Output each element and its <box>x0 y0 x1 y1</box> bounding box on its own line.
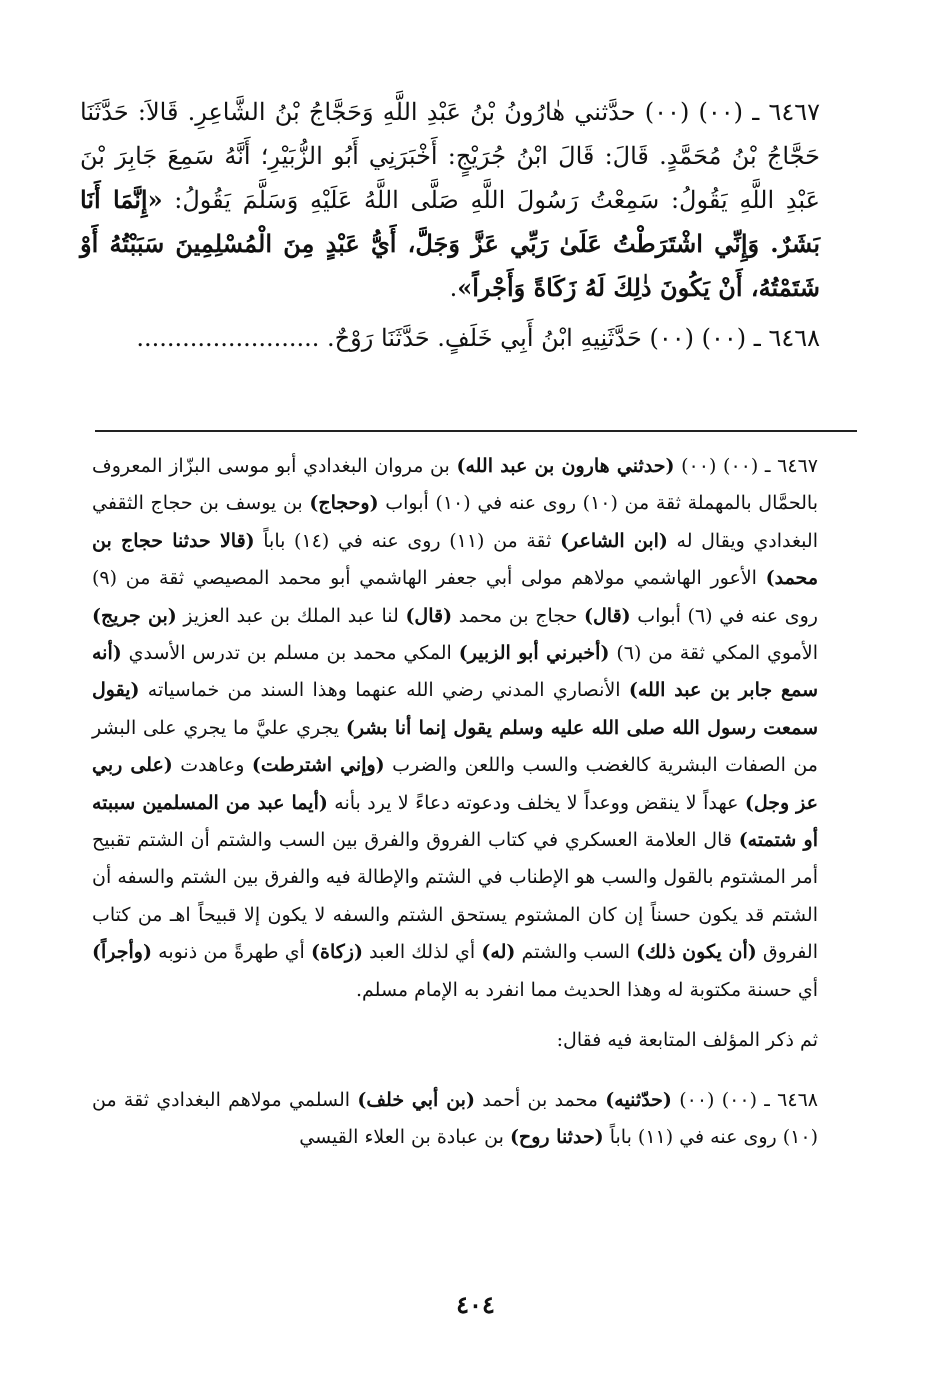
commentary-text: الأنصاري المدني رضي الله عنهما وهذا السند من خماسياته <box>139 679 629 702</box>
commentary-text: ٦٤٦٧ ـ (٠٠) (٠٠) <box>674 455 818 477</box>
commentary-text: بن مروان البغدادي أبو موسى البزّاز المعروف بالحمَّال بالمهملة ثقة من (١٠) روى عنه في (١٠) أبواب <box>92 455 819 515</box>
commentary-text: السلمي مولاهم البغدادي ثقة من (١٠) روى عنه في (١١) باباً <box>92 1088 818 1148</box>
commentary-text: لنا عبد الملك بن عبد العزيز <box>176 604 406 627</box>
commentary-quote: (حدّثنيه) <box>605 1088 672 1111</box>
commentary-text: محمد بن أحمد <box>474 1088 606 1111</box>
commentary-text: يجري عليَّ ما يجري على البشر من الصفات البشرية كالغضب والسب واللعن والضرب <box>92 716 818 777</box>
commentary-quote: (زكاة) <box>311 941 363 964</box>
prophetic-saying: «إِنَّمَا أَنَا بَشَرٌ. وَإِنِّي اشْتَرَطْتُ عَلَىٰ رَبِّي عَزَّ وَجَلَّ، أَيُّ عَبْدٍ مِنَ الْمُسْلِمِينَ سَبَبْتُهُ أَوْ شَتَمْتُهُ، أَنْ يَكُونَ ذٰلِكَ لَهُ زَكَاةً وَأَجْراً» <box>80 185 820 302</box>
isnad-text: حَدَّثَنِيهِ ابْنُ أَبِي خَلَفٍ. حَدَّثَنَا رَوْحٌ. <box>319 324 650 352</box>
commentary-text: السب والشتم <box>515 941 637 964</box>
hadith-6468 <box>80 316 820 360</box>
commentary-quote: (أن يكون ذلك) <box>636 941 757 964</box>
hadith-number: ٦٤٦٨ ـ (٠٠) (٠٠) <box>649 324 820 352</box>
commentary-quote: (وحجاج) <box>309 492 379 515</box>
page-number: ٤٠٤ <box>456 1290 495 1319</box>
commentary-text: بن يوسف بن حجاج الثقفي البغدادي ويقال له <box>92 492 818 552</box>
commentary-quote: (ابن الشاعر) <box>560 529 668 552</box>
commentary-6467 <box>92 448 818 1009</box>
continuation-dots: ........................ <box>136 324 320 352</box>
commentary-text: حجاج بن محمد <box>452 604 584 627</box>
isnad-text: حدَّثني هٰارُونُ بْنُ عَبْدِ اللَّهِ وَحَجَّاجُ بْنُ الشَّاعِرِ. قَالاَ: حَدَّثَنَا حَجَّاجُ بْنُ مُحَمَّدٍ. قَالَ: قَالَ ابْنُ جُرَيْجٍ: أَخْبَرَنِي أَبُو الزُّبَيْرِ؛ أَنَّهُ سَمِعَ جَابِرَ بْنَ عَبْدِ اللَّهِ يَقُولُ: سَمِعْتُ رَسُولَ اللَّهِ صَلَّى اللَّهُ عَلَيْهِ وَسَلَّمَ يَقُولُ: <box>80 98 820 214</box>
commentary <box>92 448 818 1156</box>
commentary-quote: (أخبرني أبو الزبير) <box>458 642 610 665</box>
commentary-text: المكي محمد بن مسلم بن تدرس الأسدي <box>121 642 459 665</box>
commentary-quote: (يقول سمعت رسول الله صلى الله عليه وسلم يقول إنما أنا بشر) <box>92 679 818 739</box>
commentary-quote: (قال) <box>583 604 631 627</box>
commentary-text: الأموي المكي ثقة من (٦) <box>609 642 819 665</box>
commentary-quote: (بن أبي خلف) <box>357 1088 475 1111</box>
commentary-text: أي طهرةً من ذنوبه <box>151 941 312 964</box>
mutabaah-intro: ثم ذكر المؤلف المتابعة فيه فقال: <box>556 1029 818 1052</box>
commentary-quote: (بن جريج) <box>92 604 177 627</box>
commentary-quote: (أيما عبد من المسلمين سببته أو شتمته) <box>92 791 818 852</box>
commentary-text: أي حسنة مكتوبة له وهذا الحديث مما انفرد به الإمام مسلم. <box>355 978 818 1001</box>
hadith-number: ٦٤٦٧ ـ (٠٠) (٠٠) <box>644 98 820 126</box>
commentary-text: ثقة من (١١) روى عنه في (١٤) باباً <box>254 529 561 552</box>
commentary-quote: (قالا حدثنا حجاج بن محمد) <box>92 529 818 590</box>
commentary-quote: (على ربي عز وجل) <box>92 754 818 814</box>
commentary-quote: (قال) <box>405 604 453 627</box>
commentary-text: الأعور الهاشمي مولاهم مولى أبي جعفر الهاشمي أبو محمد المصيصي ثقة من (٩) روى عنه في (٦) أبواب <box>92 567 818 627</box>
commentary-quote: (حدثنا روح) <box>509 1125 604 1148</box>
commentary-text: وعاهدت <box>172 754 252 777</box>
commentary-text: ٦٤٦٨ ـ (٠٠) (٠٠) <box>671 1088 818 1111</box>
commentary-text: عهداً لا ينقض ووعداً لا يخلف ودعوته دعاءً لا يرد بأنه <box>327 791 745 814</box>
commentary-quote: (أنه سمع جابر بن عبد الله) <box>92 642 818 702</box>
commentary-text: بن عبادة بن العلاء القيسي <box>299 1125 510 1148</box>
hadith-6467: ٦٤٦٧ ـ (٠٠) (٠٠) حدَّثني هٰارُونُ بْنُ عَبْدِ اللَّهِ وَحَجَّاجُ بْنُ الشَّاعِرِ. قَالاَ: حَدَّثَنَا حَجَّاجُ بْنُ مُحَمَّدٍ. قَالَ: قَالَ ابْنُ جُرَيْجٍ: أَخْبَرَنِي أَبُو الزُّبَيْرِ؛ أَنَّهُ سَمِعَ جَابِرَ بْنَ عَبْدِ اللَّهِ يَقُولُ: سَمِعْتُ رَسُولَ اللَّهِ صَلَّى اللَّهُ عَلَيْهِ وَسَلَّمَ يَقُولُ: «إِنَّمَا أَنَا بَشَرٌ. وَإِنِّي اشْتَرَطْتُ عَلَىٰ رَبِّي عَزَّ وَجَلَّ، أَيُّ عَبْدٍ مِنَ الْمُسْلِمِينَ سَبَبْتُهُ أَوْ شَتَمْتُهُ، أَنْ يَكُونَ ذٰلِكَ لَهُ زَكَاةً وَأَجْراً». <box>80 98 820 302</box>
commentary-text: قال العلامة العسكري في كتاب الفروق والفرق بين السب والشتم أن الشتم تقبيح أمر المشتوم بالقول والسب هو الإطناب في الشتم والإطالة فيه والفرق بين الشتم والسفه أن الشتم قد يكون حسناً إن كان المشتوم يستحق الشتم والسفه لا يكون إلا قبيحاً اهـ من كتاب الفروق <box>92 829 818 964</box>
commentary-quote: (وأجراً) <box>92 941 152 964</box>
commentary-quote: (حدثني هارون بن عبد الله) <box>456 455 675 477</box>
commentary-text: أي لذلك العبد <box>362 941 482 964</box>
hadith-text <box>80 90 820 360</box>
commentary-quote: (وإني اشترطت) <box>251 754 385 777</box>
commentary-6468 <box>92 1082 818 1157</box>
footnote-divider <box>95 430 857 432</box>
commentary-quote: (له) <box>481 941 516 964</box>
